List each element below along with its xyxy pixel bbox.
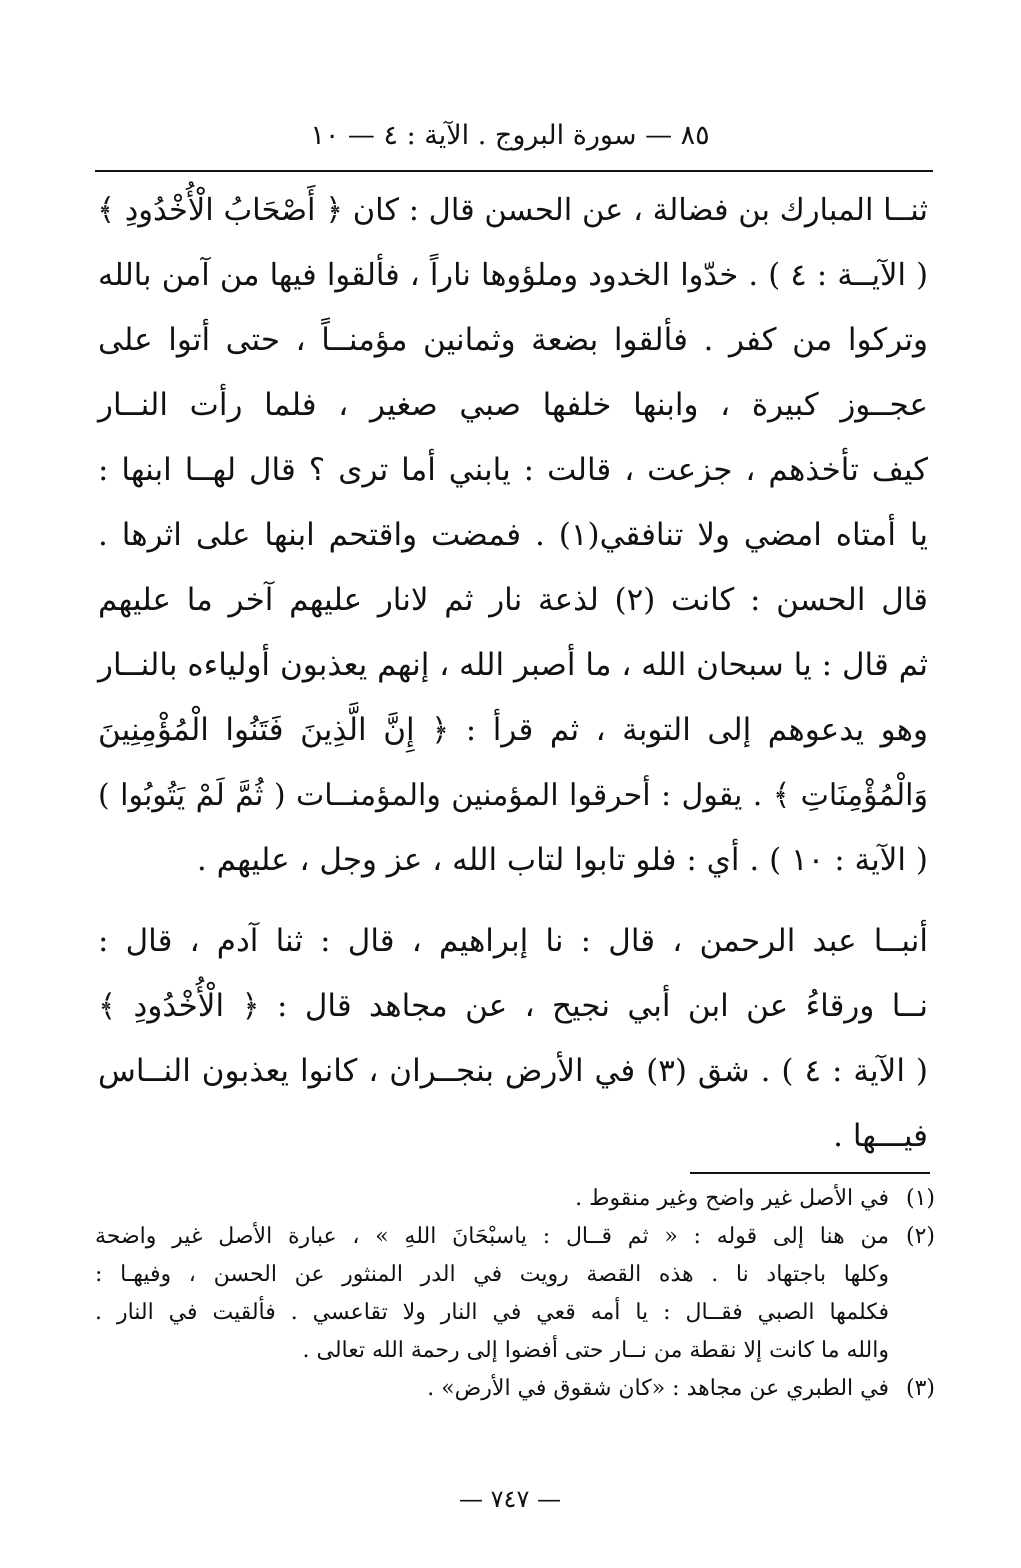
text-line: عجــوز كبيرة ، وابنها خلفها صبي صغير ، فلما رأت النــار xyxy=(98,387,928,423)
footnote-line: في الطبري عن مجاهد : «كان شقوق في الأرض» . xyxy=(427,1376,889,1401)
footnote-2 xyxy=(95,1218,935,1370)
text-line: ( الآيــة : ٤ ) . خدّوا الخدود وملؤوها ناراً ، فألقوا فيها من آمن بالله xyxy=(98,258,929,293)
main-text xyxy=(98,178,928,1169)
text-line: نــا ورقاءُ عن ابن أبي نجيح ، عن مجاهد قال : ﴿ الْأُخْدُودِ ﴾ xyxy=(98,988,928,1024)
footnote-line: فكلمها الصبي فقــال : يا أمه قعي في النار ولا تقاعسي . فألقيت في النار . xyxy=(95,1300,889,1325)
header-rule xyxy=(95,170,933,172)
text-line: ( الآية : ٤ ) . شق (٣) في الأرض بنجــران ، كانوا يعذبون النــاس xyxy=(98,1053,928,1089)
footnote-number: (٢) xyxy=(905,1224,935,1249)
text-line: ثم قال : يا سبحان الله ، ما أصبر الله ، إنهم يعذبون أولياءه بالنــار xyxy=(98,647,928,683)
footnote-number: (٣) xyxy=(905,1376,935,1401)
text-line: يا أمتاه امضي ولا تنافقي(١) . فمضت واقتحم ابنها على اثرها . xyxy=(98,517,928,553)
text-line: وهو يدعوهم إلى التوبة ، ثم قرأ : ﴿ إِنَّ الَّذِينَ فَتَنُوا الْمُؤْمِنِينَ xyxy=(98,712,928,748)
text-line: ( الآية : ١٠ ) . أي : فلو تابوا لتاب الله ، عز وجل ، عليهم . xyxy=(196,842,928,878)
running-title: ٨٥ — سورة البروج . الآية : ٤ — ١٠ xyxy=(310,120,710,151)
footnote-3 xyxy=(95,1370,935,1408)
text-line: وتركوا من كفر . فألقوا بضعة وثمانين مؤمنــاً ، حتى أتوا على xyxy=(98,322,928,358)
footnote-line: من هنا إلى قوله : « ثم قــال : ياسبْحَانَ اللهِ » ، عبارة الأصل غير واضحة xyxy=(95,1224,889,1249)
footnote-rule xyxy=(690,1172,930,1174)
paragraph-gap xyxy=(98,893,928,909)
text-line: أنبــا عبد الرحمن ، قال : نا إبراهيم ، قال : ثنا آدم ، قال : xyxy=(98,923,928,959)
footnote-line: وكلها باجتهاد نا . هذه القصة رويت في الدر المنثور عن الحسن ، وفيهـا : xyxy=(95,1262,889,1287)
text-line: كيف تأخذهم ، جزعت ، قالت : يابني أما ترى ؟ قال لهــا ابنها : xyxy=(98,452,928,488)
footnote-line: والله ما كانت إلا نقطة من نــار حتى أفضوا إلى رحمة الله تعالى . xyxy=(302,1338,889,1363)
footnote-1 xyxy=(95,1180,935,1218)
footnotes xyxy=(95,1180,935,1408)
text-line: وَالْمُؤْمِنَاتِ ﴾ . يقول : أحرقوا المؤمنين والمؤمنــات ( ثُمَّ لَمْ يَتُوبُوا ) xyxy=(98,778,928,813)
footnote-line: في الأصل غير واضح وغير منقوط . xyxy=(575,1186,889,1211)
text-line: فيـــها . xyxy=(833,1118,928,1154)
text-line: قال الحسن : كانت (٢) لذعة نار ثم لانار عليهم آخر ما عليهم xyxy=(98,582,928,618)
footnote-number: (١) xyxy=(905,1186,935,1211)
text-line: ثنــا المبارك بن فضالة ، عن الحسن قال : كان ﴿ أَصْحَابُ الْأُخْدُودِ ﴾ xyxy=(97,193,928,228)
page-number: — ٧٤٧ — xyxy=(459,1485,561,1513)
